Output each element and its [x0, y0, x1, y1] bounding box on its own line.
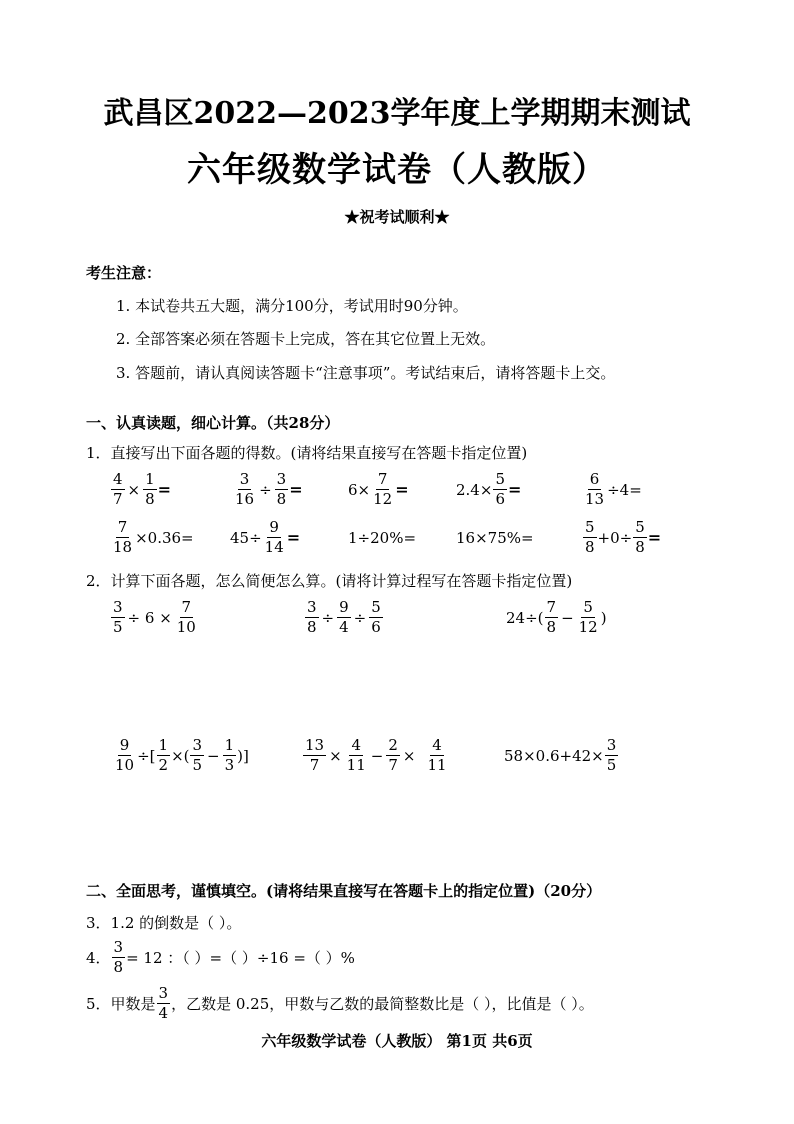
- fraction: $\frac{4}{11}$: [346, 736, 366, 774]
- fraction: $\frac{1}{3}$: [224, 736, 235, 774]
- notice-item-1: 1. 本试卷共五大题，满分100分，考试用时90分钟。: [116, 297, 468, 315]
- fraction: $\frac{1}{2}$: [158, 736, 169, 774]
- exam-title-line1: 武昌区2022—2023学年度上学期期末测试: [103, 96, 691, 131]
- q1-item-e: $\frac{6}{13}$ ÷4=: [585, 470, 642, 508]
- q1-item-h: 1÷20%=: [348, 529, 417, 547]
- fraction: $\frac{7}{8}$: [546, 598, 557, 636]
- question-4: 4． $\frac{3}{8}$ = 12 ：（ ）=（ ）÷16 =（ ）%: [86, 938, 355, 976]
- q1-item-a: $\frac{4}{7}$ × $\frac{1}{8}$ =: [113, 470, 172, 508]
- q1-item-d: 2.4× $\frac{5}{6}$ =: [456, 470, 522, 508]
- notice-item-2: 2. 全部答案必须在答题卡上完成，答在其它位置上无效。: [116, 330, 496, 348]
- q1-item-i: 16×75%=: [456, 529, 534, 547]
- good-luck-text: ★祝考试顺利★: [344, 208, 450, 226]
- fraction: $\frac{9}{10}$: [115, 736, 135, 774]
- fraction: $\frac{3}{5}$: [192, 736, 203, 774]
- fraction: $\frac{4}{7}$: [113, 470, 123, 508]
- section2-heading: 二、全面思考，谨慎填空。(请将结果直接写在答题卡上的指定位置)（20分）: [86, 882, 602, 900]
- fraction: $\frac{3}{5}$: [113, 598, 123, 636]
- q2-item-c: 24÷( $\frac{7}{8}$ − $\frac{5}{12}$ ): [506, 598, 607, 636]
- q1-item-b: $\frac{3}{16}$ ÷ $\frac{3}{8}$ =: [235, 470, 303, 508]
- fraction: $\frac{3}{5}$: [606, 736, 617, 774]
- question-2-prompt: 2．计算下面各题，怎么简便怎么算。(请将计算过程写在答题卡指定位置): [86, 572, 573, 590]
- q1-item-g: 45÷ $\frac{9}{14}$ =: [230, 518, 301, 556]
- question-1-prompt: 1．直接写出下面各题的得数。(请将结果直接写在答题卡指定位置): [86, 444, 528, 462]
- question-3: 3．1.2 的倒数是（ ）。: [86, 914, 242, 932]
- section1-heading: 一、认真读题，细心计算。（共28分）: [86, 414, 340, 432]
- q1-item-f: $\frac{7}{18}$ ×0.36=: [113, 518, 194, 556]
- fraction: $\frac{7}{18}$: [113, 518, 133, 556]
- q1-item-c: 6× $\frac{7}{12}$ =: [348, 470, 409, 508]
- fraction: $\frac{2}{7}$: [388, 736, 398, 774]
- question-5: 5．甲数是 $\frac{3}{4}$ ，乙数是 0.25，甲数与乙数的最简整数比是（ ），比值是（ ）。: [86, 984, 594, 1022]
- notice-heading: 考生注意：: [86, 264, 162, 282]
- fraction: $\frac{1}{8}$: [145, 470, 155, 508]
- page-footer: 六年级数学试卷（人教版） 第1页 共6页: [261, 1032, 533, 1050]
- fraction: $\frac{9}{4}$: [339, 598, 349, 636]
- q2-item-e: $\frac{13}{7}$ × $\frac{4}{11}$ − $\frac{2}{7}$ × $\frac{4}{11}$: [305, 736, 447, 774]
- q1-item-j: $\frac{5}{8}$ +0÷ $\frac{5}{8}$ =: [585, 518, 662, 556]
- fraction: $\frac{5}{8}$: [635, 518, 645, 556]
- fraction: $\frac{5}{12}$: [578, 598, 598, 636]
- fraction: $\frac{4}{11}$: [427, 736, 447, 774]
- fraction: $\frac{3}{8}$: [276, 470, 287, 508]
- fraction: $\frac{6}{13}$: [585, 470, 605, 508]
- fraction: $\frac{13}{7}$: [305, 736, 325, 774]
- q2-item-a: $\frac{3}{5}$ ÷ 6 × $\frac{7}{10}$: [113, 598, 196, 636]
- fraction: $\frac{3}{8}$: [307, 598, 317, 636]
- fraction: $\frac{9}{14}$: [264, 518, 284, 556]
- q2-item-b: $\frac{3}{8}$ ÷ $\frac{9}{4}$ ÷ $\frac{5}{6}$: [307, 598, 381, 636]
- fraction: $\frac{5}{8}$: [585, 518, 595, 556]
- fraction: $\frac{3}{4}$: [158, 984, 169, 1022]
- fraction: $\frac{7}{10}$: [176, 598, 196, 636]
- notice-item-3: 3. 答题前，请认真阅读答题卡“注意事项”。考试结束后，请将答题卡上交。: [116, 364, 616, 382]
- fraction: $\frac{5}{6}$: [371, 598, 381, 636]
- fraction: $\frac{5}{6}$: [495, 470, 505, 508]
- fraction: $\frac{7}{12}$: [373, 470, 393, 508]
- fraction: $\frac{3}{16}$: [235, 470, 255, 508]
- q2-item-d: $\frac{9}{10}$ ÷[ $\frac{1}{2}$ ×( $\frac{3}{5}$ − $\frac{1}{3}$ )]: [115, 736, 249, 774]
- exam-title-line2: 六年级数学试卷（人教版）: [187, 150, 607, 190]
- q2-item-f: 58×0.6+42× $\frac{3}{5}$: [504, 736, 617, 774]
- fraction: $\frac{3}{8}$: [113, 938, 124, 976]
